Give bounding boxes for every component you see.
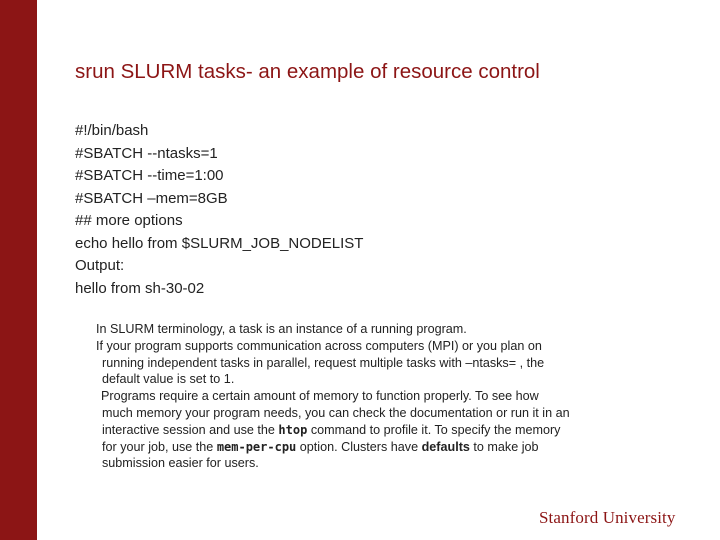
note-line (96, 422, 686, 439)
note-line: If your program supports communication across computers (MPI) or you plan on (96, 338, 542, 353)
note-line: running independent tasks in parallel, request multiple tasks with –ntasks= , the (102, 355, 545, 370)
code-line: echo hello from $SLURM_JOB_NODELIST (75, 234, 364, 252)
code-line: ## more options (75, 212, 183, 229)
note-text: for your job, use the (102, 439, 217, 454)
slide-title: srun SLURM tasks- an example of resource control (75, 60, 540, 83)
note-text: to make job (469, 439, 539, 454)
note-line: In SLURM terminology, a task is an instance of a running program. (96, 322, 467, 336)
note-line: submission easier for users. (102, 456, 259, 471)
note-line: Programs require a certain amount of memory to function properly. To see how (101, 389, 539, 404)
note-text: interactive session and use the (102, 422, 279, 437)
note-line: much memory your program needs, you can check the documentation or run it in an (102, 405, 570, 420)
code-line: #SBATCH –mem=8GB (75, 189, 228, 207)
code-line: #!/bin/bash (75, 122, 149, 139)
note-text: option. Clusters have (296, 439, 422, 454)
stanford-logo: Stanford University (539, 508, 676, 527)
note-line (96, 439, 686, 456)
code-line: hello from sh-30-02 (75, 279, 205, 297)
code-line: #SBATCH --time=1:00 (75, 167, 224, 184)
notes-block (96, 321, 686, 472)
code-line: #SBATCH --ntasks=1 (75, 144, 218, 162)
htop-command: htop (278, 422, 308, 437)
code-line: Output: (75, 257, 125, 274)
defaults-term: defaults (421, 439, 470, 454)
code-block (75, 120, 363, 300)
note-text: command to profile it. To specify the memory (307, 422, 561, 437)
note-line: default value is set to 1. (102, 372, 235, 387)
mem-per-cpu-option: mem-per-cpu (216, 439, 297, 454)
side-accent-bar (0, 0, 37, 540)
